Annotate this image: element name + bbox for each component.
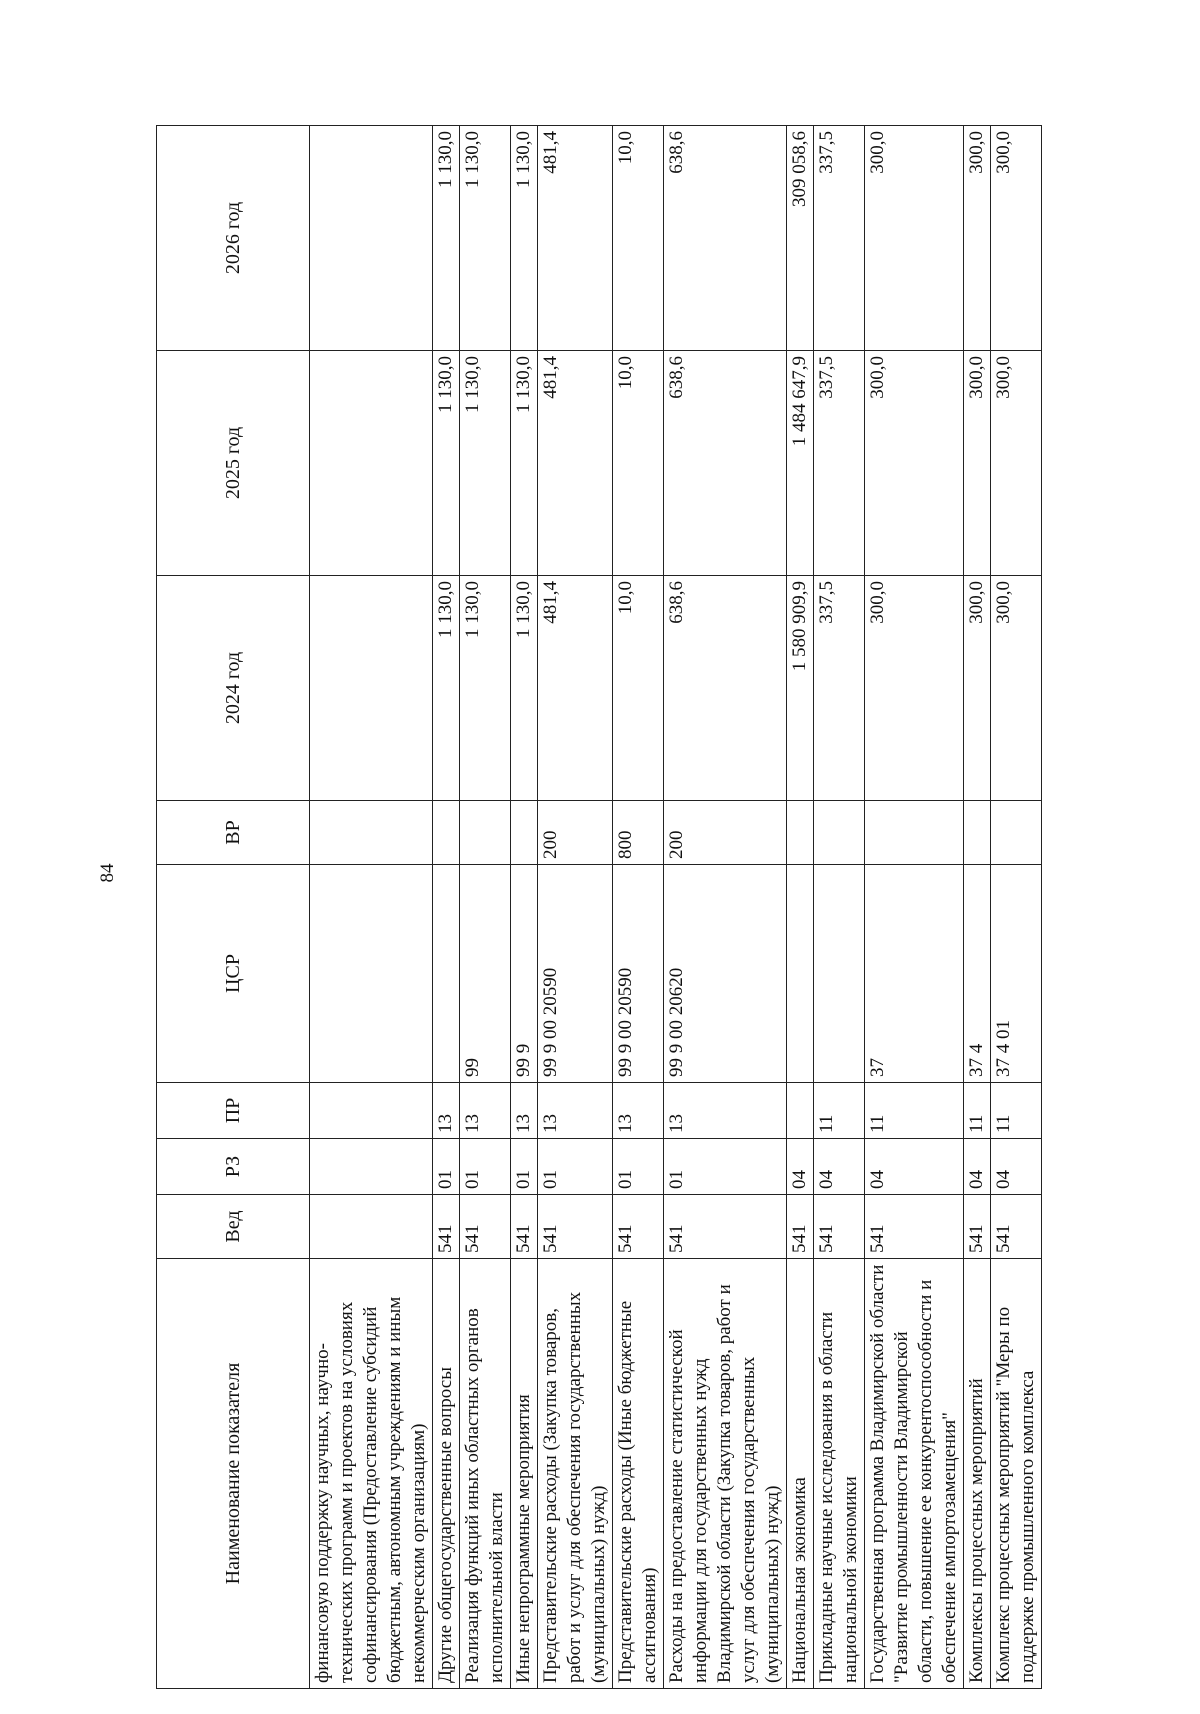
table-row: [511, 126, 538, 1689]
cell-pr: 13: [664, 1083, 787, 1139]
cell-vr: [991, 801, 1042, 865]
header-2026: 2026 год: [157, 126, 310, 351]
cell-vr: [964, 801, 991, 865]
cell-rz: 04: [865, 1139, 964, 1195]
cell-2025: 481,4: [538, 351, 613, 576]
cell-2025: 638,6: [664, 351, 787, 576]
cell-rz: 04: [787, 1139, 814, 1195]
cell-csr: 99 9 00 20590: [613, 865, 664, 1083]
cell-ved: 541: [814, 1195, 865, 1259]
cell-2025: 1 130,0: [511, 351, 538, 576]
cell-rz: 01: [460, 1139, 511, 1195]
cell-rz: 04: [814, 1139, 865, 1195]
table-header-row: [157, 126, 310, 1689]
cell-rz: 04: [991, 1139, 1042, 1195]
cell-name: Комплексы процессных мероприятий: [964, 1259, 991, 1689]
cell-rz: 04: [964, 1139, 991, 1195]
cell-ved: 541: [511, 1195, 538, 1259]
cell-2025: 300,0: [991, 351, 1042, 576]
cell-2026: [310, 126, 433, 351]
cell-2025: 10,0: [613, 351, 664, 576]
cell-pr: [310, 1083, 433, 1139]
header-rz: РЗ: [157, 1139, 310, 1195]
cell-2026: 10,0: [613, 126, 664, 351]
header-vr: ВР: [157, 801, 310, 865]
cell-2026: 638,6: [664, 126, 787, 351]
cell-ved: 541: [787, 1195, 814, 1259]
table-row: [664, 126, 787, 1689]
header-pr: ПР: [157, 1083, 310, 1139]
cell-name: Представительские расходы (Иные бюджетные ассигнования): [613, 1259, 664, 1689]
cell-pr: 11: [991, 1083, 1042, 1139]
page-number: 84: [97, 863, 118, 883]
cell-vr: [433, 801, 460, 865]
cell-2025: 1 484 647,9: [787, 351, 814, 576]
cell-2026: 300,0: [865, 126, 964, 351]
cell-pr: 13: [433, 1083, 460, 1139]
cell-2024: 1 130,0: [460, 576, 511, 801]
cell-2024: 337,5: [814, 576, 865, 801]
cell-ved: 541: [433, 1195, 460, 1259]
cell-name: Иные непрограммные мероприятия: [511, 1259, 538, 1689]
cell-rz: 01: [511, 1139, 538, 1195]
cell-2024: 1 130,0: [511, 576, 538, 801]
cell-name: Прикладные научные исследования в области национальной экономики: [814, 1259, 865, 1689]
cell-2026: 309 058,6: [787, 126, 814, 351]
cell-name: Расходы на предоставление статистической информации для государственных нужд Владимирской области (Закупка товаров, работ и услуг для обеспечения государственных (муниципальных) нужд): [664, 1259, 787, 1689]
cell-vr: 200: [538, 801, 613, 865]
cell-2025: 337,5: [814, 351, 865, 576]
header-name: Наименование показателя: [157, 1259, 310, 1689]
cell-pr: 11: [964, 1083, 991, 1139]
header-2024: 2024 год: [157, 576, 310, 801]
cell-2024: 300,0: [865, 576, 964, 801]
cell-vr: [787, 801, 814, 865]
cell-rz: [310, 1139, 433, 1195]
cell-rz: 01: [433, 1139, 460, 1195]
cell-2026: 300,0: [991, 126, 1042, 351]
cell-pr: 13: [460, 1083, 511, 1139]
cell-name: Комплекс процессных мероприятий "Меры по поддержке промышленного комплекса: [991, 1259, 1042, 1689]
header-csr: ЦСР: [157, 865, 310, 1083]
cell-vr: [814, 801, 865, 865]
cell-name: Представительские расходы (Закупка товаров, работ и услуг для обеспечения государственных (муниципальных) нужд): [538, 1259, 613, 1689]
cell-2024: 1 130,0: [433, 576, 460, 801]
cell-vr: 200: [664, 801, 787, 865]
cell-ved: 541: [613, 1195, 664, 1259]
cell-rz: 01: [613, 1139, 664, 1195]
cell-2025: 1 130,0: [433, 351, 460, 576]
cell-vr: [310, 801, 433, 865]
table-row: [460, 126, 511, 1689]
cell-pr: 13: [613, 1083, 664, 1139]
cell-ved: 541: [538, 1195, 613, 1259]
cell-pr: 11: [865, 1083, 964, 1139]
cell-vr: 800: [613, 801, 664, 865]
cell-ved: [310, 1195, 433, 1259]
cell-2024: 300,0: [991, 576, 1042, 801]
header-ved: Вед: [157, 1195, 310, 1259]
cell-ved: 541: [664, 1195, 787, 1259]
table-row: [787, 126, 814, 1689]
table-row: [964, 126, 991, 1689]
cell-csr: 37 4 01: [991, 865, 1042, 1083]
cell-2024: 300,0: [964, 576, 991, 801]
cell-rz: 01: [664, 1139, 787, 1195]
table-row: [991, 126, 1042, 1689]
table-row: [814, 126, 865, 1689]
cell-pr: 13: [511, 1083, 538, 1139]
cell-ved: 541: [991, 1195, 1042, 1259]
cell-2024: 638,6: [664, 576, 787, 801]
cell-csr: 37: [865, 865, 964, 1083]
cell-name: Другие общегосударственные вопросы: [433, 1259, 460, 1689]
cell-vr: [511, 801, 538, 865]
table-row: [433, 126, 460, 1689]
cell-csr: [787, 865, 814, 1083]
cell-csr: 99 9: [511, 865, 538, 1083]
cell-2026: 1 130,0: [433, 126, 460, 351]
cell-2025: 1 130,0: [460, 351, 511, 576]
cell-2024: 10,0: [613, 576, 664, 801]
cell-2026: 1 130,0: [511, 126, 538, 351]
cell-name: Государственная программа Владимирской области "Развитие промышленности Владимирской области, повышение ее конкурентоспособности и обеспечение импортозамещения": [865, 1259, 964, 1689]
cell-2026: 481,4: [538, 126, 613, 351]
budget-table: [156, 125, 1042, 1689]
table-row: [310, 126, 433, 1689]
table-row: [865, 126, 964, 1689]
cell-2024: 481,4: [538, 576, 613, 801]
cell-2025: 300,0: [865, 351, 964, 576]
rotated-table-container: [156, 125, 1116, 1689]
cell-name: Реализация функций иных областных органов исполнительной власти: [460, 1259, 511, 1689]
cell-name: финансовую поддержку научных, научно-технических программ и проектов на условиях софинансирования (Предоставление субсидий бюджетным, автономным учреждениям и иным некоммерческим организациям): [310, 1259, 433, 1689]
cell-pr: 11: [814, 1083, 865, 1139]
cell-csr: 99: [460, 865, 511, 1083]
cell-csr: 37 4: [964, 865, 991, 1083]
cell-2026: 337,5: [814, 126, 865, 351]
table-row: [613, 126, 664, 1689]
cell-ved: 541: [865, 1195, 964, 1259]
cell-csr: [433, 865, 460, 1083]
cell-2024: [310, 576, 433, 801]
cell-csr: 99 9 00 20620: [664, 865, 787, 1083]
table-row: [538, 126, 613, 1689]
cell-ved: 541: [964, 1195, 991, 1259]
cell-name: Национальная экономика: [787, 1259, 814, 1689]
cell-pr: 13: [538, 1083, 613, 1139]
cell-2025: [310, 351, 433, 576]
cell-csr: [310, 865, 433, 1083]
cell-pr: [787, 1083, 814, 1139]
cell-csr: [814, 865, 865, 1083]
cell-2025: 300,0: [964, 351, 991, 576]
cell-vr: [865, 801, 964, 865]
cell-2026: 300,0: [964, 126, 991, 351]
cell-2026: 1 130,0: [460, 126, 511, 351]
cell-vr: [460, 801, 511, 865]
cell-csr: 99 9 00 20590: [538, 865, 613, 1083]
cell-ved: 541: [460, 1195, 511, 1259]
cell-rz: 01: [538, 1139, 613, 1195]
cell-2024: 1 580 909,9: [787, 576, 814, 801]
header-2025: 2025 год: [157, 351, 310, 576]
